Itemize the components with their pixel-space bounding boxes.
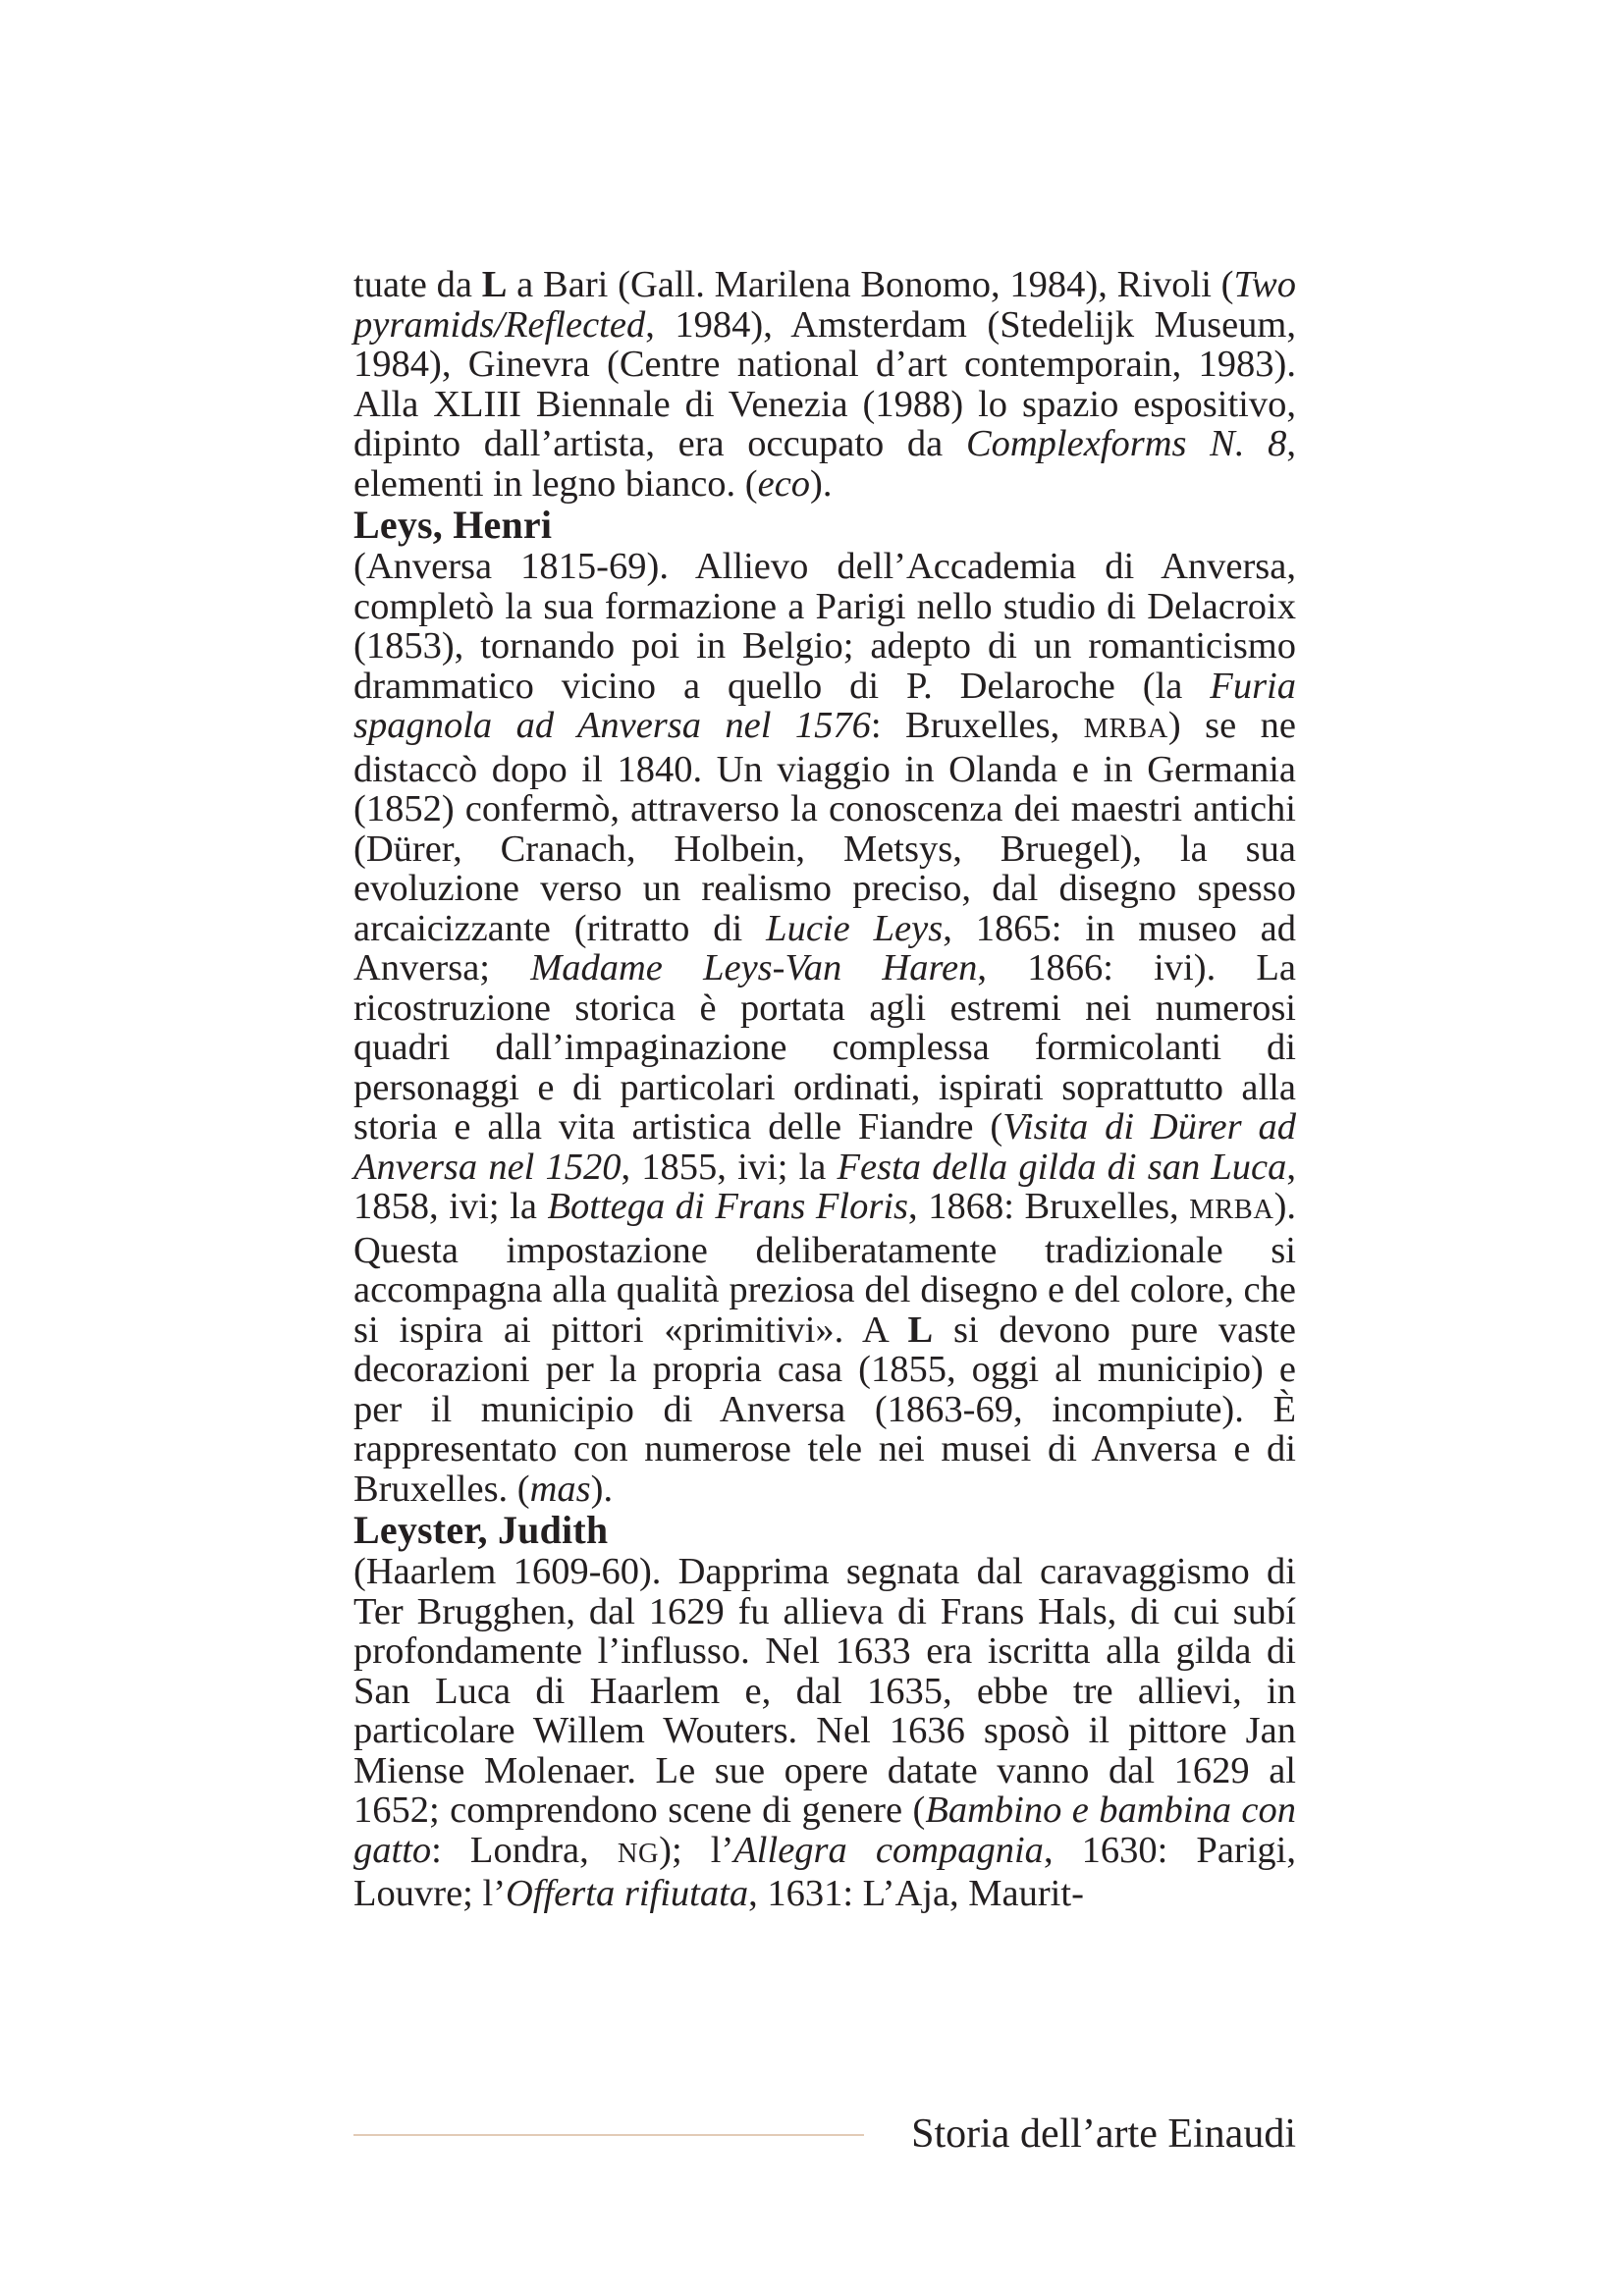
text-column: [353, 265, 1296, 1914]
entry-continuation-text: tuate da L a Bari (Gall. Marilena Bonomo, 1984), Rivoli (Two pyramids/Reflected, 1984), Amsterdam (Stedelijk Museum, 1984), Ginevra (Centre national d’art contemporain, 1983). Alla XLIII Biennale di Venezia (1988) lo spazio espositivo, dipinto dall’artista, era occupato da Complexforms N. 8, elementi in legno bianco. (eco).: [353, 264, 1297, 505]
entry-text-leyster: (Haarlem 1609-60). Dapprima segnata dal caravaggismo di Ter Brugghen, dal 1629 fu allieva di Frans Hals, di cui subí profondamente l’influsso. Nel 1633 era iscritta alla gilda di San Luca di Haarlem e, dal 1635, ebbe tre allievi, in particolare Willem Wouters. Nel 1636 sposò il pittore Jan Miense Molenaer. Le sue opere datate vanno dal 1629 al 1652; comprendono scene di genere (Bambino e bambina con gatto: Londra, NG); l’Allegra compagnia, 1630: Parigi, Louvre; l’Offerta rifiutata, 1631: L’Aja, Maurit-: [353, 1551, 1296, 1914]
author-initials: eco: [757, 462, 811, 505]
author-initials: mas: [529, 1468, 591, 1510]
footer-title: Storia dell’arte Einaudi: [911, 2111, 1296, 2157]
artwork-title: Visita di Dürer ad Anversa nel 1520: [353, 1106, 1296, 1188]
museum-abbrev: NG: [617, 1838, 660, 1869]
footer-divider: [353, 2134, 864, 2136]
entry-text-leys: (Anversa 1815-69). Allievo dell’Accademia di Anversa, completò la sua formazione a Parigi nello studio di Delacroix (1853), tornando poi in Belgio; adepto di un romanticismo drammatico vicino a quello di P. Delaroche (la Furia spagnola ad Anversa nel 1576: Bruxelles, MRBA) se ne distaccò dopo il 1840. Un viaggio in Olanda e in Germania (1852) confermò, attraverso la conoscenza dei maestri antichi (Dürer, Cranach, Holbein, Metsys, Bruegel), la sua evoluzione verso un realismo preciso, dal disegno spesso arcaicizzante (ritratto di Lucie Leys, 1865: in museo ad Anversa; Madame Leys-Van Haren, 1866: ivi). La ricostruzione storica è portata agli estremi nei numerosi quadri dall’impaginazione complessa formicolanti di personaggi e di particolari ordinati, ispirati soprattutto alla storia e alla vita artistica delle Fiandre (Visita di Dürer ad Anversa nel 1520, 1855, ivi; la Festa della gilda di san Luca, 1858, ivi; la Bottega di Frans Floris, 1868: Bruxelles, MRBA). Questa impostazione deliberatamente tradizionale si accompagna alla qualità preziosa del disegno e del colore, che si ispira ai pittori «primitivi». A L si devono pure vaste decorazioni per la propria casa (1855, oggi al municipio) e per il municipio di Anversa (1863-69, incompiute). È rappresentato con numerose tele nei musei di Anversa e di Bruxelles. (mas).: [353, 546, 1297, 1510]
entry-heading-leys: Leys, Henri: [353, 503, 553, 547]
artwork-title: Madame Leys-Van Haren: [530, 947, 978, 988]
museum-abbrev: MRBA: [1083, 714, 1168, 744]
artwork-title: Bottega di Frans Floris: [547, 1186, 909, 1227]
artwork-title: Allegra compagnia: [733, 1829, 1044, 1871]
entry-initial: L: [907, 1308, 934, 1351]
museum-abbrev: MRBA: [1189, 1195, 1274, 1225]
artwork-title: Complexforms N. 8: [965, 423, 1287, 464]
entry-initial: L: [481, 264, 508, 305]
artwork-title: Furia spagnola ad Anversa nel 1576: [353, 665, 1296, 746]
artwork-title: Offerta rifiutata: [506, 1873, 749, 1914]
artwork-title: Lucie Leys: [766, 907, 944, 949]
entry-heading-leyster: Leyster, Judith: [353, 1508, 609, 1552]
artwork-title: Bambino e bambina con gatto: [353, 1789, 1296, 1871]
page-footer: [353, 2107, 1296, 2165]
artwork-title: Festa della gilda di san Luca: [837, 1146, 1287, 1188]
artwork-title: Two pyramids/Reflected: [353, 264, 1296, 346]
